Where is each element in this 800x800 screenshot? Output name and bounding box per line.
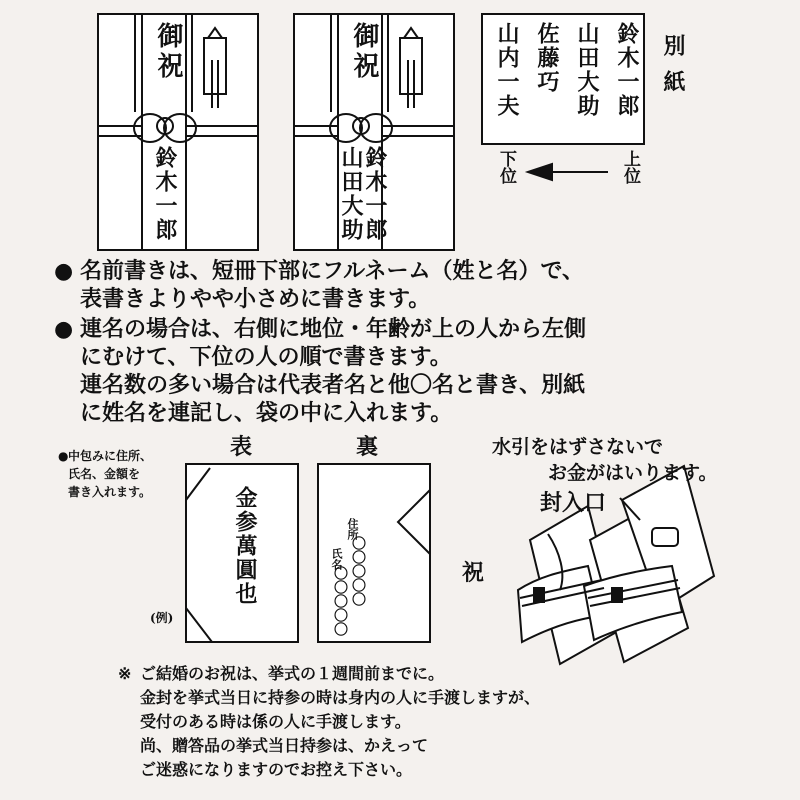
front-label: 表 xyxy=(230,434,253,460)
bullet-icon: ● xyxy=(54,258,74,284)
paragraph1-line2: 表書きよりやや小さめに書きます。 xyxy=(80,286,431,312)
footer-mark: ※ xyxy=(118,664,132,683)
address-circles: 〇〇〇〇〇 xyxy=(350,536,366,606)
sheet-name-4: 山内一夫 xyxy=(494,22,520,118)
inner-note-bullet-icon: ● xyxy=(58,449,69,463)
sheet-name-3: 佐藤巧 xyxy=(534,22,560,94)
paragraph1-line1: 名前書きは、短冊下部にフルネーム（姓と名）で、 xyxy=(80,258,585,284)
envelope1-title: 御祝 xyxy=(153,22,183,82)
address-label: 住所 xyxy=(346,518,359,540)
footer-line2: 金封を挙式当日に持参の時は身内の人に手渡しますが、 xyxy=(140,688,541,707)
separate-sheet-label: 別紙 xyxy=(660,34,686,106)
lower-rank-label: 下位 xyxy=(496,150,516,184)
upper-rank-label: 上位 xyxy=(620,150,640,184)
envelope2-name-right: 鈴木一郎 xyxy=(362,146,388,242)
back-label: 裏 xyxy=(356,434,379,460)
envelope2-title: 御祝 xyxy=(349,22,379,82)
sheet-name-1: 鈴木一郎 xyxy=(614,22,640,118)
paragraph2-line2: にむけて、下位の人の順で書きます。 xyxy=(80,344,452,370)
name-label: 氏名 xyxy=(330,548,343,570)
sheet-name-2: 山田大助 xyxy=(574,22,600,118)
inner-note-line2: 氏名、金額を xyxy=(68,467,141,481)
paragraph2-line1: 連名の場合は、右側に地位・年齢が上の人から左側 xyxy=(80,316,587,342)
paragraph2-line3: 連名数の多い場合は代表者名と他〇名と書き、別紙 xyxy=(80,372,586,398)
envelope1-name: 鈴木一郎 xyxy=(152,146,178,242)
insert-note-line2: お金がはいります。 xyxy=(548,462,718,484)
opening-label: 封入口 xyxy=(540,490,607,516)
footer-line1: ご結婚のお祝は、挙式の１週間前までに。 xyxy=(140,664,445,683)
bullet-icon: ● xyxy=(54,316,74,342)
arrow-left-icon xyxy=(528,164,608,180)
amount-text: 金参萬圓也 xyxy=(232,486,258,606)
inner-note-line1: 中包みに住所、 xyxy=(68,449,153,463)
celebration-label: 祝 xyxy=(462,560,485,586)
insert-note-line1: 水引をはずさないで xyxy=(492,436,664,458)
inner-note-line3: 書き入れます。 xyxy=(68,485,152,499)
footer-line3: 受付のある時は係の人に手渡します。 xyxy=(140,712,411,731)
paragraph2-line4: に姓名を連記し、袋の中に入れます。 xyxy=(80,400,453,426)
envelope2-name-left: 山田大助 xyxy=(338,146,364,242)
footer-line5: ご迷惑になりますのでお控え下さい。 xyxy=(140,760,413,779)
example-label: (例) xyxy=(150,611,174,625)
name-circles: 〇〇〇〇〇 xyxy=(332,566,348,636)
footer-line4: 尚、贈答品の挙式当日持参は、かえって xyxy=(140,736,429,755)
